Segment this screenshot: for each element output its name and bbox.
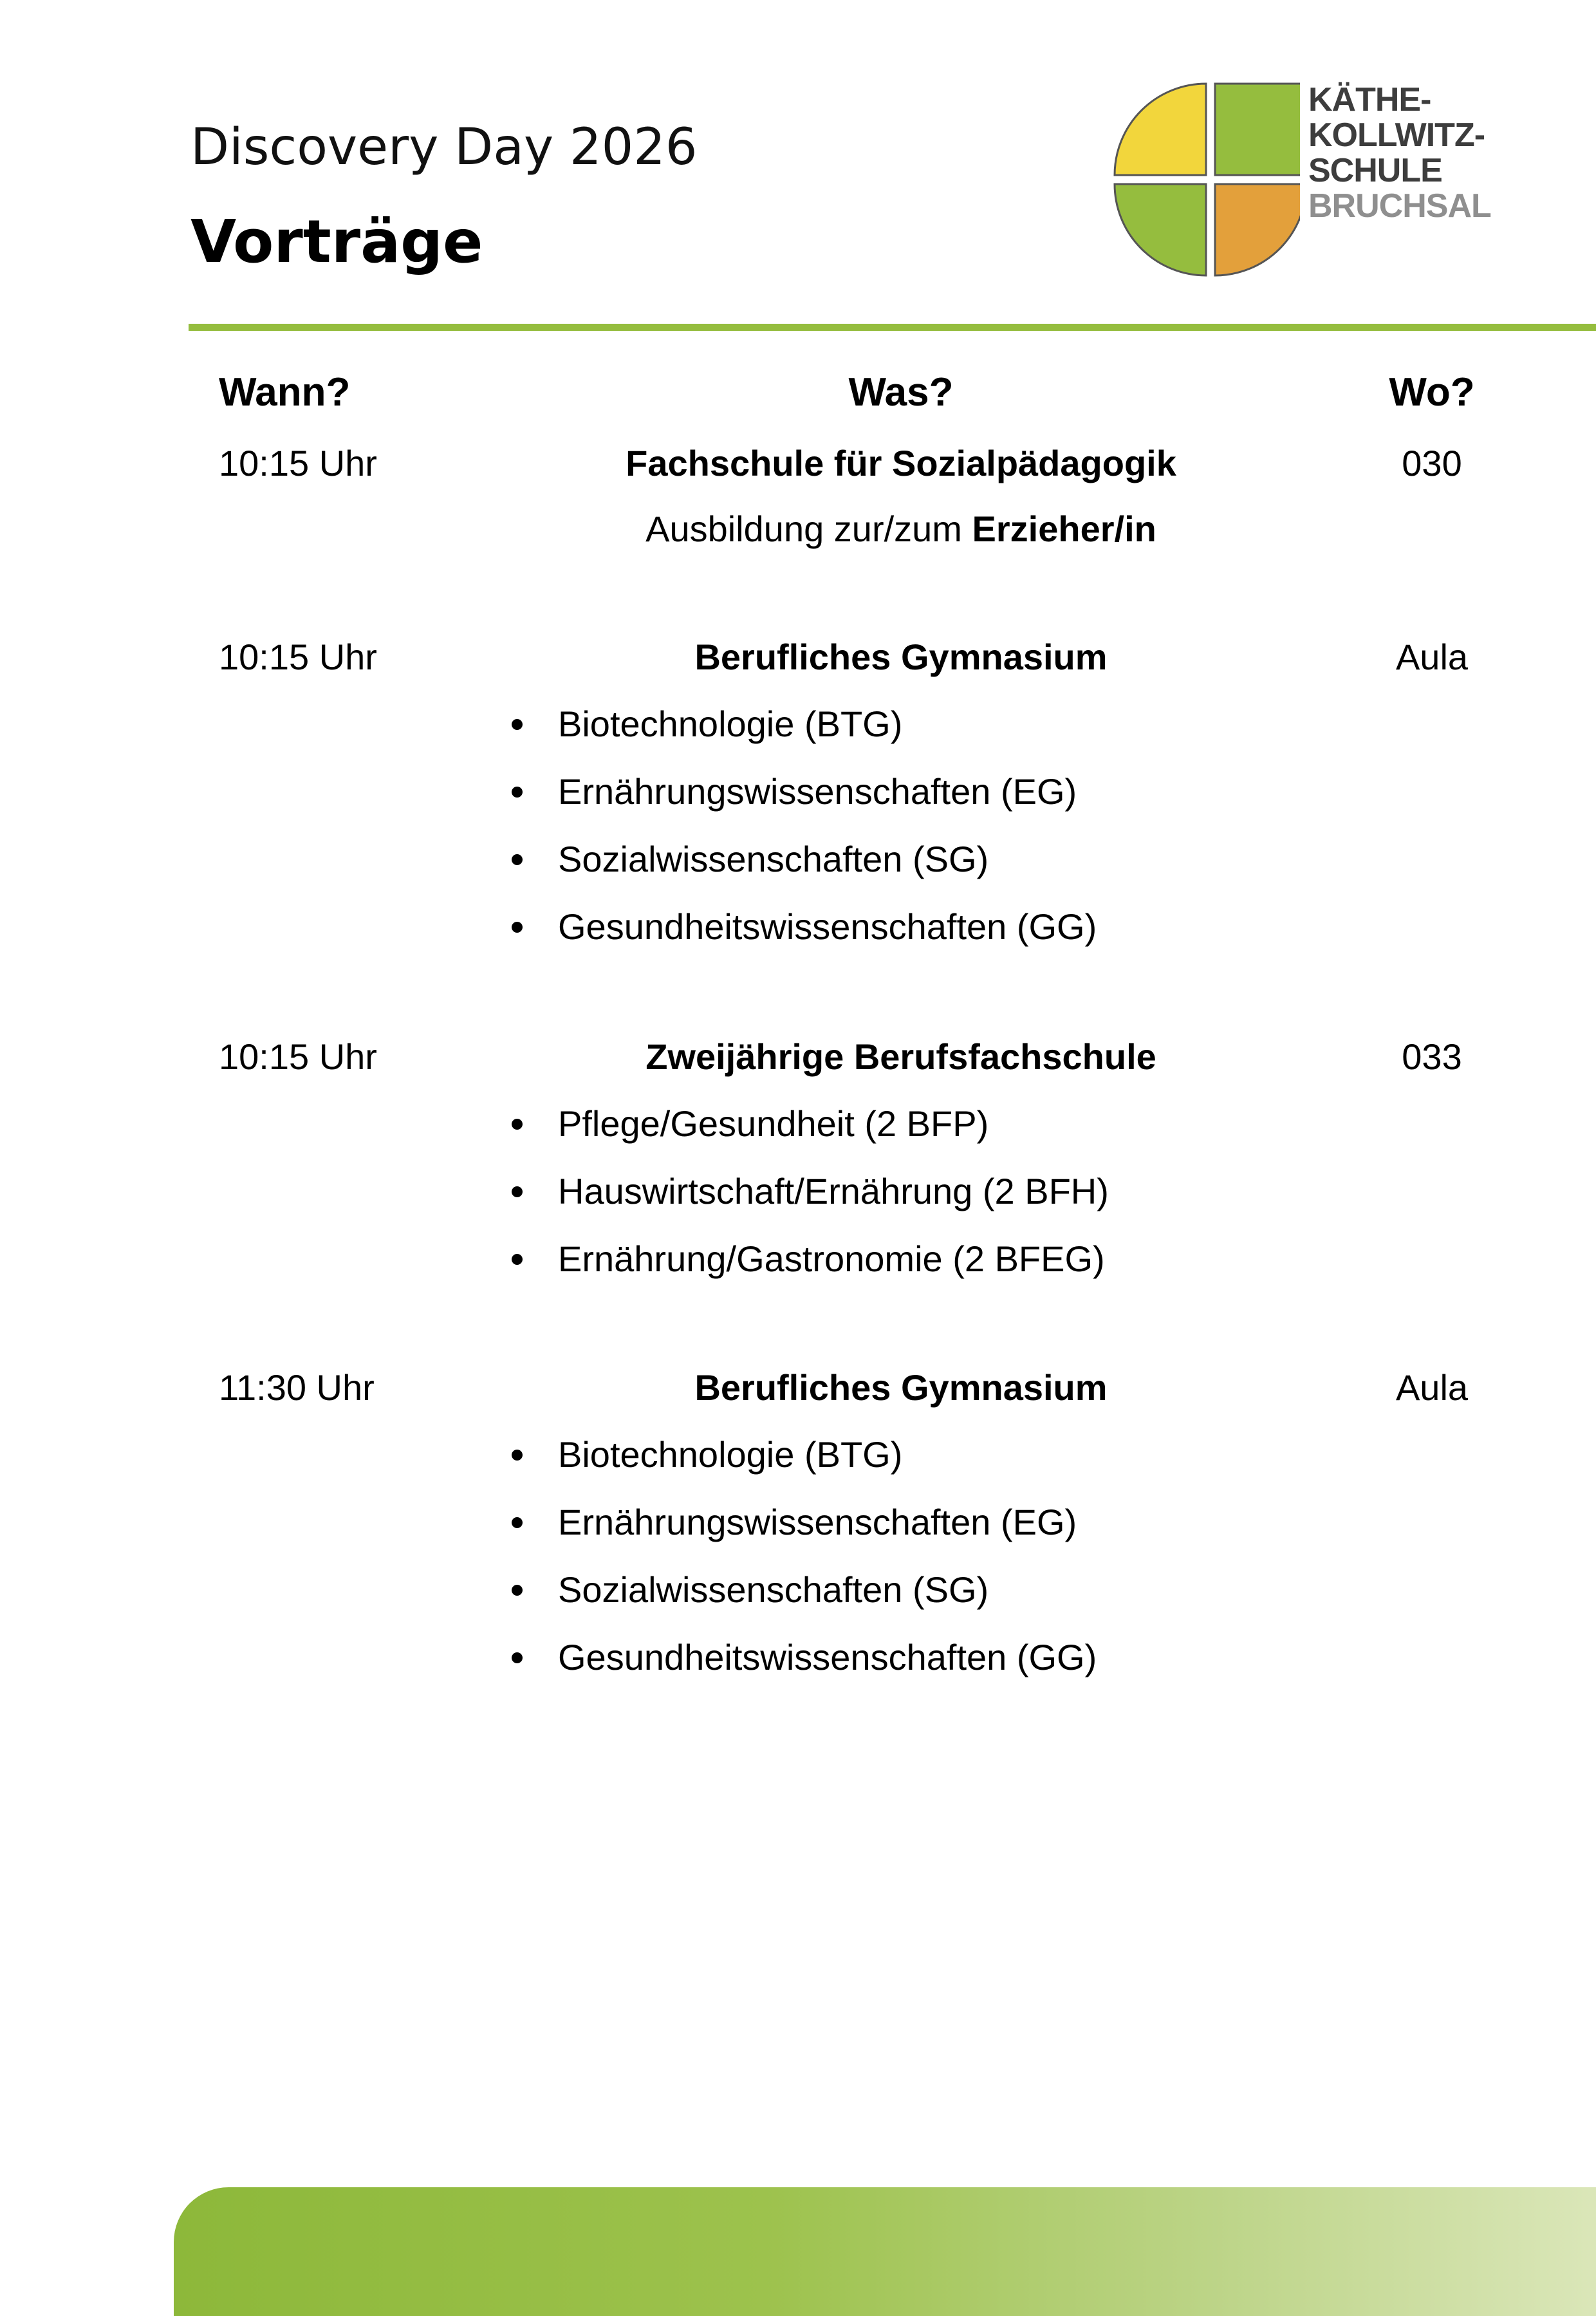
list-item-label: Pflege/Gesundheit (2 BFP) bbox=[558, 1103, 989, 1144]
list-item-label: Sozialwissenschaften (SG) bbox=[558, 1569, 989, 1610]
list-item-label: Biotechnologie (BTG) bbox=[558, 704, 903, 744]
entry-title: Berufliches Gymnasium bbox=[694, 637, 1108, 677]
bullet-icon bbox=[512, 1254, 523, 1265]
logo-line-1: KÄTHE- bbox=[1308, 81, 1431, 118]
footer-decoration bbox=[174, 2187, 1596, 2316]
entry-time: 10:15 Uhr bbox=[219, 637, 377, 677]
list-item-label: Biotechnologie (BTG) bbox=[558, 1434, 903, 1475]
entry-subtitle-bold: Erzieher/in bbox=[972, 509, 1156, 549]
bullet-icon bbox=[512, 922, 523, 933]
entry-subtitle bbox=[547, 509, 1255, 550]
school-logo bbox=[1113, 81, 1491, 288]
entry-title: Fachschule für Sozialpädagogik bbox=[626, 443, 1176, 483]
entry-room: 033 bbox=[1402, 1036, 1462, 1077]
entry-time: 10:15 Uhr bbox=[219, 443, 377, 483]
entry-room: 030 bbox=[1402, 443, 1462, 483]
entry-title: Berufliches Gymnasium bbox=[694, 1367, 1108, 1408]
bullet-icon bbox=[512, 1186, 523, 1197]
list-item-label: Ernährungswissenschaften (EG) bbox=[558, 771, 1077, 812]
column-header-when: Wann? bbox=[219, 370, 351, 415]
school-name bbox=[1308, 82, 1491, 224]
page-subtitle: Discovery Day 2026 bbox=[190, 118, 698, 176]
entry-title: Zweijährige Berufsfachschule bbox=[645, 1036, 1156, 1077]
page-title: Vorträge bbox=[190, 207, 483, 276]
logo-line-2: KOLLWITZ- bbox=[1308, 117, 1485, 154]
list-item-label: Ernährungswissenschaften (EG) bbox=[558, 1502, 1077, 1542]
entry-time: 11:30 Uhr bbox=[219, 1367, 375, 1408]
bullet-icon bbox=[512, 854, 523, 865]
logo-line-3: SCHULE bbox=[1308, 152, 1442, 189]
header-divider bbox=[189, 324, 1596, 331]
entry-room: Aula bbox=[1395, 637, 1469, 677]
logo-line-4: BRUCHSAL bbox=[1308, 187, 1491, 225]
list-item-label: Sozialwissenschaften (SG) bbox=[558, 839, 989, 879]
entry-room: Aula bbox=[1395, 1367, 1469, 1408]
column-header-what: Was? bbox=[848, 370, 954, 415]
list-item-label: Hauswirtschaft/Ernährung (2 BFH) bbox=[558, 1171, 1109, 1211]
bullet-icon bbox=[512, 1585, 523, 1596]
bullet-icon bbox=[512, 1119, 523, 1130]
bullet-icon bbox=[512, 1517, 523, 1528]
bullet-icon bbox=[512, 1450, 523, 1461]
column-header-where: Wo? bbox=[1389, 370, 1475, 415]
list-item-label: Gesundheitswissenschaften (GG) bbox=[558, 1637, 1097, 1677]
entry-time: 10:15 Uhr bbox=[219, 1036, 377, 1077]
bullet-icon bbox=[512, 719, 523, 730]
list-item-label: Ernährung/Gastronomie (2 BFEG) bbox=[558, 1238, 1105, 1279]
school-quadrant-logo-icon bbox=[1113, 82, 1300, 282]
bullet-icon bbox=[512, 787, 523, 798]
bullet-icon bbox=[512, 1652, 523, 1663]
entry-subtitle-prefix: Ausbildung zur/zum bbox=[645, 509, 962, 549]
list-item-label: Gesundheitswissenschaften (GG) bbox=[558, 906, 1097, 947]
